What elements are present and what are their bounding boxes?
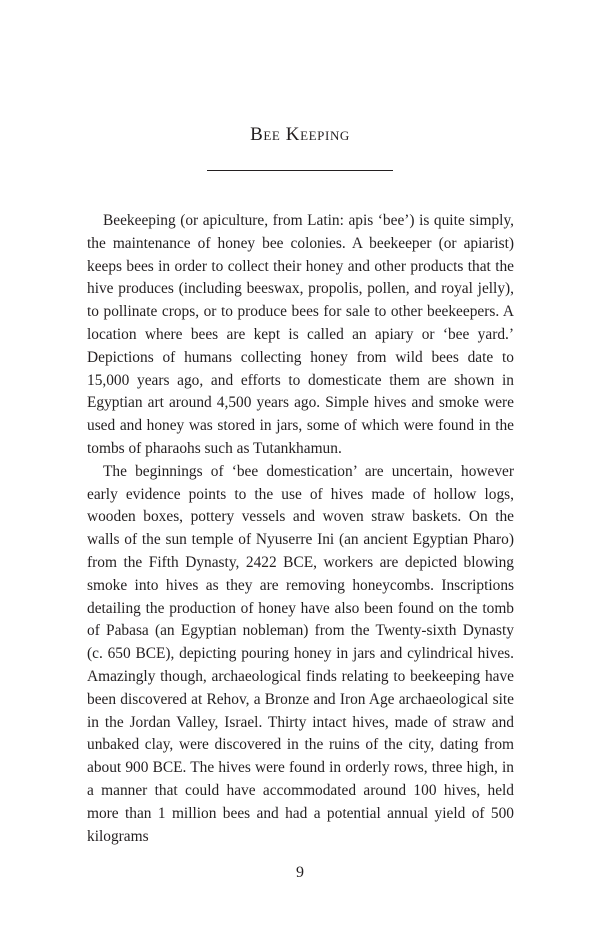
- paragraph-2: The beginnings of ‘bee domestication’ are uncertain, however early evidence points to the use of hives made of hollow logs, wooden boxes, pottery vessels and woven straw baskets. On the walls of the sun temple of Nyuserre Ini (an ancient Egyptian Pharo) from the Fifth Dynasty, 2422 BCE, workers are depicted blowing smoke into hives as they are removing honeycombs. Inscriptions detailing the production of honey have also been found on the tomb of Pabasa (an Egyptian nobleman) from the Twenty-sixth Dynasty (c. 650 BCE), depicting pouring honey in jars and cylindrical hives. Amazingly though, archaeological finds relating to beekeeping have been discovered at Rehov, a Bronze and Iron Age archaeological site in the Jordan Valley, Israel. Thirty intact hives, made of straw and unbaked clay, were discovered in the ruins of the city, dating from about 900 BCE. The hives were found in orderly rows, three high, in a manner that could have accommodated around 100 hives, held more than 1 million bees and had a potential annual yield of 500 kilograms: [87, 462, 514, 845]
- paragraph-1: Beekeeping (or apiculture, from Latin: apis ‘bee’) is quite simply, the maintenance of honey bee colonies. A beekeeper (or apiarist) keeps bees in order to collect their honey and other products that the hive produces (including beeswax, propolis, pollen, and royal jelly), to pollinate crops, or to produce bees for sale to other beekeepers. A location where bees are kept is called an apiary or ‘bee yard.’ Depictions of humans collecting honey from wild bees date to 15,000 years ago, and efforts to domesticate them are shown in Egyptian art around 4,500 years ago. Simple hives and smoke were used and honey was stored in jars, some of which were found in the tombs of pharaohs such as Tutankhamun.: [87, 212, 514, 457]
- chapter-title: Bee Keeping: [250, 124, 350, 145]
- body-text: [87, 210, 514, 848]
- title-underline-rule: [207, 170, 393, 171]
- page-number: 9: [296, 864, 304, 881]
